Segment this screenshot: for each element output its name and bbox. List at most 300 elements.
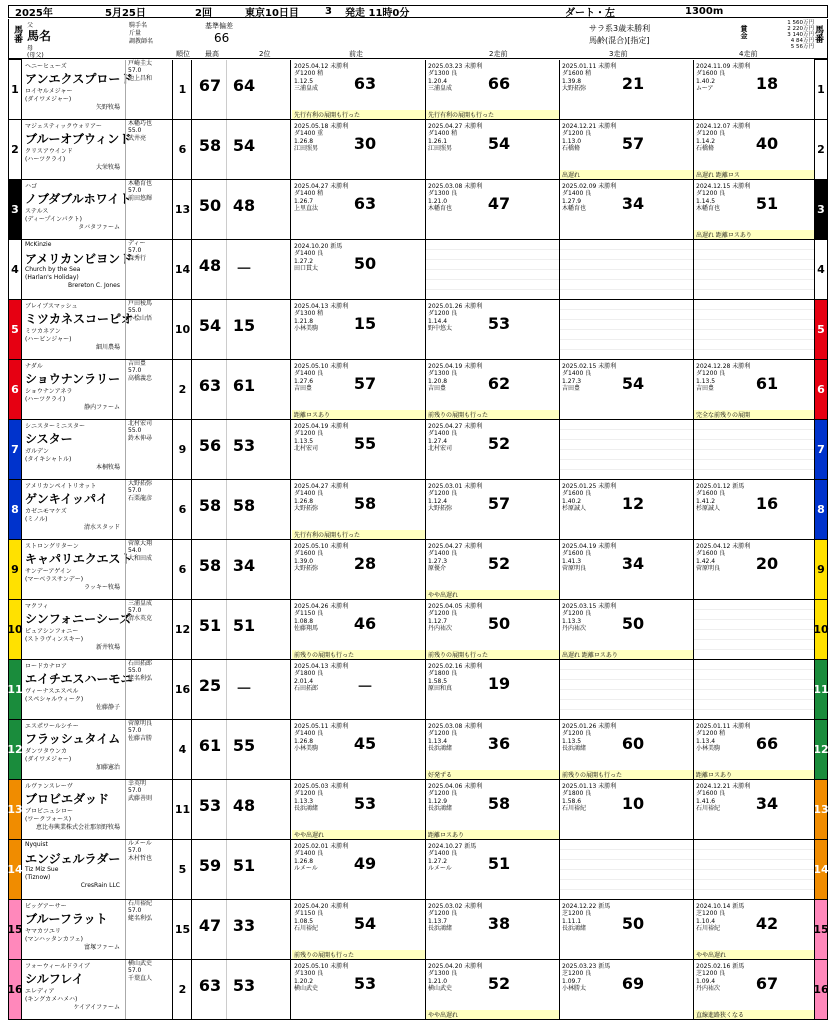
race-info-line: ダ1200 良 — [428, 610, 458, 617]
sire-name: ルヴァンスレーヴ — [25, 783, 73, 790]
race-info-line: ダ1200 良 — [428, 310, 458, 317]
race-note: 出遅れ 距離ロスあり — [694, 230, 815, 239]
owner-name: CresRain LLC — [80, 882, 120, 889]
race-date: 2025.04.19 未勝利 — [562, 543, 617, 550]
horse-number-left: 5 — [8, 299, 22, 360]
race-figure: 69 — [621, 974, 645, 993]
race-cell[interactable] — [292, 300, 426, 359]
trainer-name: 前田悠輝 — [128, 194, 153, 202]
race-note: 先行有利の展開も行った — [426, 110, 560, 119]
horse-name[interactable]: エンジェルラダー — [25, 852, 121, 866]
weight: 57.0 — [128, 787, 142, 795]
jockey-name: 石川裕紀 — [128, 900, 153, 907]
race-info-line: ダ1400 良 — [562, 370, 592, 377]
weight: 57.0 — [128, 367, 142, 375]
trainer-name: 石栗龍彦 — [128, 494, 153, 502]
race-info-line: 長浜鴻緒 — [562, 745, 587, 752]
race-note: 前残りの展開も行った — [426, 650, 560, 659]
horse-number-right: 6 — [814, 359, 828, 420]
race-info-line: ダ1200 良 — [428, 490, 458, 497]
horse-row[interactable] — [8, 600, 828, 660]
race-cell[interactable] — [426, 780, 560, 839]
race-info — [562, 730, 591, 753]
horse-row[interactable] — [8, 660, 828, 720]
horse-row[interactable] — [8, 720, 828, 780]
horse-number-left: 4 — [8, 239, 22, 300]
race-figure: 57 — [353, 374, 377, 393]
race-figure: 53 — [487, 314, 511, 333]
race-figure: 63 — [353, 74, 377, 93]
race-date: 2024.12.15 未勝利 — [696, 183, 751, 190]
race-cell[interactable] — [560, 480, 694, 539]
race-figure: 34 — [621, 194, 645, 213]
race-info — [562, 550, 591, 573]
best-value: 56 — [198, 436, 222, 455]
horse-name[interactable]: ゲンキイッパイ — [25, 492, 109, 506]
race-cell[interactable] — [292, 720, 426, 779]
empty-race — [694, 660, 815, 719]
race-cell[interactable] — [560, 120, 694, 179]
race-info — [294, 190, 323, 213]
race-cell[interactable] — [426, 840, 560, 899]
race-info-line: 1.08.5 — [294, 917, 314, 925]
second-score — [227, 360, 291, 419]
best-score — [193, 660, 227, 719]
race-info-line: ダ1600 稍 — [562, 70, 592, 77]
race-note: 距離ロスあり — [694, 770, 815, 779]
race-info-line: ダ1200 良 — [294, 790, 324, 797]
race-figure: 38 — [487, 914, 511, 933]
race-cell[interactable] — [426, 120, 560, 179]
horse-name[interactable]: シンフォニーシーズ — [25, 612, 132, 626]
horse-number-left: 14 — [8, 839, 22, 900]
race-cell[interactable] — [560, 720, 694, 779]
horse-row[interactable] — [8, 900, 828, 960]
race-info-line: 杉原誠人 — [562, 505, 587, 512]
second-value: 51 — [232, 856, 256, 875]
horse-name[interactable]: シルフレイ — [25, 972, 84, 986]
race-figure: 66 — [755, 734, 779, 753]
race-note: 距離ロスあり — [426, 830, 560, 839]
race-cell[interactable] — [426, 480, 560, 539]
race-info-line: ダ1200 良 — [562, 130, 592, 137]
race-cell[interactable] — [292, 240, 426, 299]
jockey-block — [125, 840, 173, 899]
race-cell[interactable] — [560, 900, 694, 959]
race-cell[interactable] — [694, 480, 815, 539]
race-cell[interactable] — [560, 540, 694, 599]
race-figure: 34 — [755, 794, 779, 813]
race-cell[interactable] — [560, 960, 694, 1019]
race-cell[interactable] — [426, 960, 560, 1019]
race-figure: 50 — [621, 614, 645, 633]
dam-name: クリスアウインド — [25, 148, 73, 155]
race-date: 2024.12.07 未勝利 — [696, 123, 751, 130]
race-figure: 52 — [487, 974, 511, 993]
race-cell[interactable] — [426, 660, 560, 719]
race-info — [428, 790, 457, 813]
race-info-line: 芝1200 良 — [562, 910, 592, 917]
race-note: 出遅れ 距離ロス — [694, 170, 815, 179]
race-figure: 28 — [353, 554, 377, 573]
race-cell[interactable] — [560, 60, 694, 119]
race-info-line: 1.14.5 — [696, 197, 716, 205]
trainer-name: 大和田成 — [128, 554, 153, 562]
owner-name: 静内ファーム — [84, 404, 120, 411]
horse-no-label-right: 馬番 — [813, 25, 823, 43]
jockey-name: 幸英明 — [128, 780, 147, 787]
race-date: 2025.04.27 未勝利 — [428, 123, 483, 130]
race-info-line: 1.13.5 — [294, 437, 314, 445]
race-info — [696, 130, 725, 153]
jockey-name: 戸田稜馬 — [128, 300, 153, 307]
best-value: 58 — [198, 496, 222, 515]
best-score — [193, 900, 227, 959]
race-info — [696, 730, 725, 753]
race-date: 2025.02.16 新馬 — [696, 963, 745, 970]
race-cell[interactable] — [694, 900, 815, 959]
race-date: 2025.01.13 未勝利 — [562, 783, 617, 790]
race-info-line: 江田照男 — [294, 145, 319, 152]
horse-info — [23, 60, 173, 119]
horse-row[interactable] — [8, 360, 828, 420]
race-info — [562, 190, 591, 213]
year: 2025年 — [15, 8, 53, 19]
race-note: 前残りの展開も行った — [560, 770, 694, 779]
rank: 9 — [174, 420, 192, 479]
horse-row[interactable] — [8, 180, 828, 240]
race-info-line: 1.40.2 — [562, 497, 582, 505]
rank: 10 — [174, 300, 192, 359]
race-info — [428, 670, 457, 693]
damsire-name: (ミノル) — [25, 516, 48, 523]
race-figure: 40 — [755, 134, 779, 153]
horse-name[interactable]: ノブダブルホワイト — [25, 192, 132, 206]
race-figure: － — [356, 677, 373, 696]
race-info-line: 芝1200 良 — [696, 910, 726, 917]
second-score — [227, 780, 291, 839]
race-cell[interactable] — [426, 360, 560, 419]
horse-name[interactable]: アメリカンビヨンド — [25, 252, 133, 266]
damsire-name: (マンハッタンカフェ) — [25, 936, 83, 943]
jockey-name: 北村宏司 — [128, 420, 153, 427]
horse-info — [23, 600, 173, 659]
sire-name: ストロングリターン — [25, 543, 79, 550]
race-note: 前残りの展開も行った — [426, 410, 560, 419]
race-info-line: 1.39.0 — [294, 557, 314, 565]
race-info-line: 石川裕紀 — [696, 925, 721, 932]
race-note: 先行有利の展開も行った — [292, 110, 426, 119]
dam-name: ヴィーナスエスペル — [25, 688, 79, 695]
race-cell[interactable] — [560, 180, 694, 239]
horse-row[interactable] — [8, 840, 828, 900]
race-info-line: 長浜鴻緒 — [428, 745, 453, 752]
race-cell[interactable] — [292, 120, 426, 179]
second-score — [227, 60, 291, 119]
race-info-line: 吉田豊 — [696, 385, 715, 392]
horse-row[interactable] — [8, 240, 828, 300]
best-score — [193, 60, 227, 119]
weight: 57.0 — [128, 727, 142, 735]
horse-row[interactable] — [8, 960, 828, 1020]
race-cell[interactable] — [292, 420, 426, 479]
horse-name[interactable]: ブルーフラット — [25, 912, 108, 926]
best-score — [193, 480, 227, 539]
sire-name: フォーウィールドライブ — [25, 963, 90, 970]
second-score — [227, 840, 291, 899]
race-figure: 50 — [621, 914, 645, 933]
race-cell[interactable] — [292, 660, 426, 719]
race-date: 2025.05.18 未勝利 — [294, 123, 349, 130]
race-info-line: 石橋脩 — [562, 145, 581, 152]
horse-row[interactable] — [8, 120, 828, 180]
horse-row[interactable] — [8, 480, 828, 540]
horse-info — [23, 120, 173, 179]
owner-name: 細川農場 — [95, 344, 120, 351]
race-cell[interactable] — [426, 900, 560, 959]
race-cell[interactable] — [292, 960, 426, 1019]
race-info — [696, 970, 725, 993]
race-cell — [694, 840, 815, 899]
race-figure: 36 — [487, 734, 511, 753]
horse-number-right: 16 — [814, 959, 828, 1020]
race-cell[interactable] — [292, 60, 426, 119]
race-sheet — [8, 5, 828, 1020]
horse-row[interactable] — [8, 300, 828, 360]
race-cell[interactable] — [694, 720, 815, 779]
race-cell[interactable] — [426, 720, 560, 779]
horse-number-right: 12 — [814, 719, 828, 780]
race-cell[interactable] — [694, 360, 815, 419]
race-note: 出遅れ 距離ロスあり — [560, 650, 694, 659]
race-cell[interactable] — [292, 840, 426, 899]
race-date: 2025.04.12 未勝利 — [696, 543, 751, 550]
best-value: 67 — [198, 76, 222, 95]
race-info-line: 1.13.7 — [428, 917, 448, 925]
race-info-line: ダ1600 良 — [294, 550, 324, 557]
horse-name[interactable]: キャパリエクエスト — [25, 552, 133, 566]
kai: 2回 — [195, 8, 212, 19]
weight: 57.0 — [128, 67, 142, 75]
race-note: やや出遅れ — [426, 590, 560, 599]
jockey-block — [125, 660, 173, 719]
second-score — [227, 660, 291, 719]
horse-info — [23, 240, 173, 299]
horse-row[interactable] — [8, 540, 828, 600]
owner-name: ケイアイファーム — [73, 1004, 120, 1011]
horse-row[interactable] — [8, 420, 828, 480]
race-cell[interactable] — [560, 780, 694, 839]
race-cell[interactable] — [694, 60, 815, 119]
race-info — [696, 490, 725, 513]
rank: 6 — [174, 480, 192, 539]
race-cell[interactable] — [292, 180, 426, 239]
race-info-line: 丹内祐次 — [696, 985, 721, 992]
race-date: 2025.04.27 未勝利 — [428, 543, 483, 550]
race-cell — [560, 660, 694, 719]
race-info-line: 田口貫太 — [294, 265, 319, 272]
race-info-line: ダ1300 良 — [428, 370, 458, 377]
horse-number-right: 9 — [814, 539, 828, 600]
race-cell[interactable] — [426, 540, 560, 599]
race-info — [294, 310, 323, 333]
race-info — [562, 70, 591, 93]
trainer-name: 武藤善則 — [128, 794, 153, 802]
race-figure: 63 — [353, 194, 377, 213]
race-cell — [426, 240, 560, 299]
race-figure: 58 — [487, 794, 511, 813]
race-cell[interactable] — [560, 600, 694, 659]
sire-name: ブレイブスマッシュ — [25, 303, 78, 310]
horse-number-right: 7 — [814, 419, 828, 480]
race-info-line: 1.41.2 — [696, 497, 716, 505]
race-info-line: 1.27.9 — [562, 197, 582, 205]
race-info — [294, 70, 323, 93]
race-info-line: ダ1800 良 — [428, 670, 458, 677]
owner-name: Brereton C. Jones — [68, 282, 120, 289]
dam-name: ロイヤルメジャー — [25, 88, 73, 95]
race-info-line: ダ1200 良 — [428, 730, 458, 737]
trainer-name: 小桧山悟 — [128, 314, 153, 322]
damsire-name: (ダイワメジャー) — [25, 756, 72, 763]
race-cell[interactable] — [694, 780, 815, 839]
sire-name: マジェスティックウォリアー — [25, 123, 102, 130]
race-cell[interactable] — [292, 480, 426, 539]
horse-name-label: 馬名 — [27, 29, 52, 43]
second-score — [227, 180, 291, 239]
race-cell[interactable] — [292, 360, 426, 419]
horse-no-label: 馬番 — [12, 25, 22, 43]
jockey-name: 戸崎圭太 — [128, 60, 153, 67]
race-cell[interactable] — [426, 180, 560, 239]
race-info-line: 三浦皇成 — [294, 85, 319, 92]
race-info — [294, 670, 323, 693]
race-info-line: ダ1200 良 — [562, 730, 592, 737]
weight: 55.0 — [128, 307, 142, 315]
horse-number-right: 14 — [814, 839, 828, 900]
race-info-line: 石川裕紀 — [696, 805, 721, 812]
horse-name[interactable]: シスター — [25, 432, 73, 446]
best-score — [193, 360, 227, 419]
race-info — [294, 490, 323, 513]
race-info-line: 小林美駒 — [294, 745, 319, 752]
rank: 16 — [174, 660, 192, 719]
race-info-line: 小林美駒 — [696, 745, 721, 752]
race-date: 2025.03.15 未勝利 — [562, 603, 617, 610]
jockey-block — [125, 960, 173, 1019]
race-cell[interactable] — [292, 540, 426, 599]
sire-name: ナダル — [25, 363, 43, 370]
owner-name: 恵比寿興業株式会社那須野牧場 — [35, 824, 120, 831]
race-note: 距離ロスあり — [292, 410, 426, 419]
race-info-line: 1.26.7 — [294, 197, 314, 205]
horse-row[interactable] — [8, 60, 828, 120]
race-figure: 49 — [353, 854, 377, 873]
race-cell[interactable] — [426, 60, 560, 119]
weight-label: 斤量 — [129, 30, 142, 37]
jockey-name: 吉田豊 — [128, 360, 147, 367]
race-info-line: ダ1200 良 — [696, 130, 726, 137]
race-info-line: ダ1600 良 — [562, 550, 592, 557]
race-cell[interactable] — [426, 600, 560, 659]
horse-info — [23, 180, 173, 239]
race-date: 2024.12.22 新馬 — [562, 903, 611, 910]
horse-name[interactable]: ブルーオブウィンド — [25, 132, 132, 146]
race-cell[interactable] — [694, 120, 815, 179]
horse-number-left: 3 — [8, 179, 22, 240]
second-value: 51 — [232, 616, 256, 635]
race-cell[interactable] — [694, 180, 815, 239]
race-info-line: 1.42.4 — [696, 557, 716, 565]
prize-item: 5 56万円 — [790, 44, 814, 50]
best-score — [193, 960, 227, 1019]
race-date: 2025.03.01 未勝利 — [428, 483, 483, 490]
race-cell[interactable] — [292, 600, 426, 659]
race-info-line: 1.20.4 — [428, 77, 448, 85]
race-info-line: 原田和真 — [428, 685, 453, 692]
horse-name[interactable]: フラッシュタイム — [25, 732, 121, 746]
best-score — [193, 840, 227, 899]
race-info-line: 大野拓弥 — [562, 85, 587, 92]
jockey-name: 菅原明良 — [128, 720, 153, 727]
weight: 57.0 — [128, 607, 142, 615]
race-cell[interactable] — [426, 300, 560, 359]
empty-race — [694, 300, 815, 359]
race-cell[interactable] — [694, 540, 815, 599]
horse-name[interactable]: エイチエスハーモニ — [25, 672, 133, 686]
race-figure: 55 — [353, 434, 377, 453]
race-info-line: 北村宏司 — [428, 445, 453, 452]
second-value: 61 — [232, 376, 256, 395]
race-cell[interactable] — [694, 960, 815, 1019]
race-note: 直線進路狭くなる — [694, 1010, 815, 1019]
sire-name: エスポワールシチー — [25, 723, 79, 730]
second-score — [227, 540, 291, 599]
race-cell — [560, 300, 694, 359]
race-info — [294, 910, 323, 933]
race-date: 2025.01.11 未勝利 — [562, 63, 617, 70]
race-cell[interactable] — [292, 900, 426, 959]
horse-name[interactable]: ショウナンラリー — [25, 372, 121, 386]
prize-list — [754, 20, 814, 50]
race-cell[interactable] — [426, 420, 560, 479]
race-cell[interactable] — [560, 360, 694, 419]
dam-name: Church by the Sea — [25, 266, 81, 273]
race-info — [294, 130, 323, 153]
race-info-line: 大野拓弥 — [294, 505, 319, 512]
race-cell[interactable] — [292, 780, 426, 839]
horse-number-right: 5 — [814, 299, 828, 360]
race-info — [696, 550, 725, 573]
horse-name[interactable]: アンエクスプロード — [25, 72, 133, 86]
race-info-line: ダ1400 良 — [294, 850, 324, 857]
horse-name[interactable]: ブロビエダッド — [25, 792, 110, 806]
race-date: 2025.04.19 未勝利 — [294, 423, 349, 430]
race-info-line: 野中悠太 — [428, 325, 453, 332]
damsire-name: (スペシャルウィーク) — [25, 696, 84, 703]
horse-name[interactable]: ミツカネスコーピオ — [25, 312, 134, 326]
race-cell — [694, 240, 815, 299]
horse-info — [23, 900, 173, 959]
race-figure: 54 — [487, 134, 511, 153]
weight: 55.0 — [128, 427, 142, 435]
horse-number-left: 8 — [8, 479, 22, 540]
horse-info — [23, 360, 173, 419]
horse-row[interactable] — [8, 780, 828, 840]
trainer-name: 高橋義忠 — [128, 374, 153, 382]
best-score — [193, 120, 227, 179]
damsire-name: (タイキシャトル) — [25, 456, 72, 463]
